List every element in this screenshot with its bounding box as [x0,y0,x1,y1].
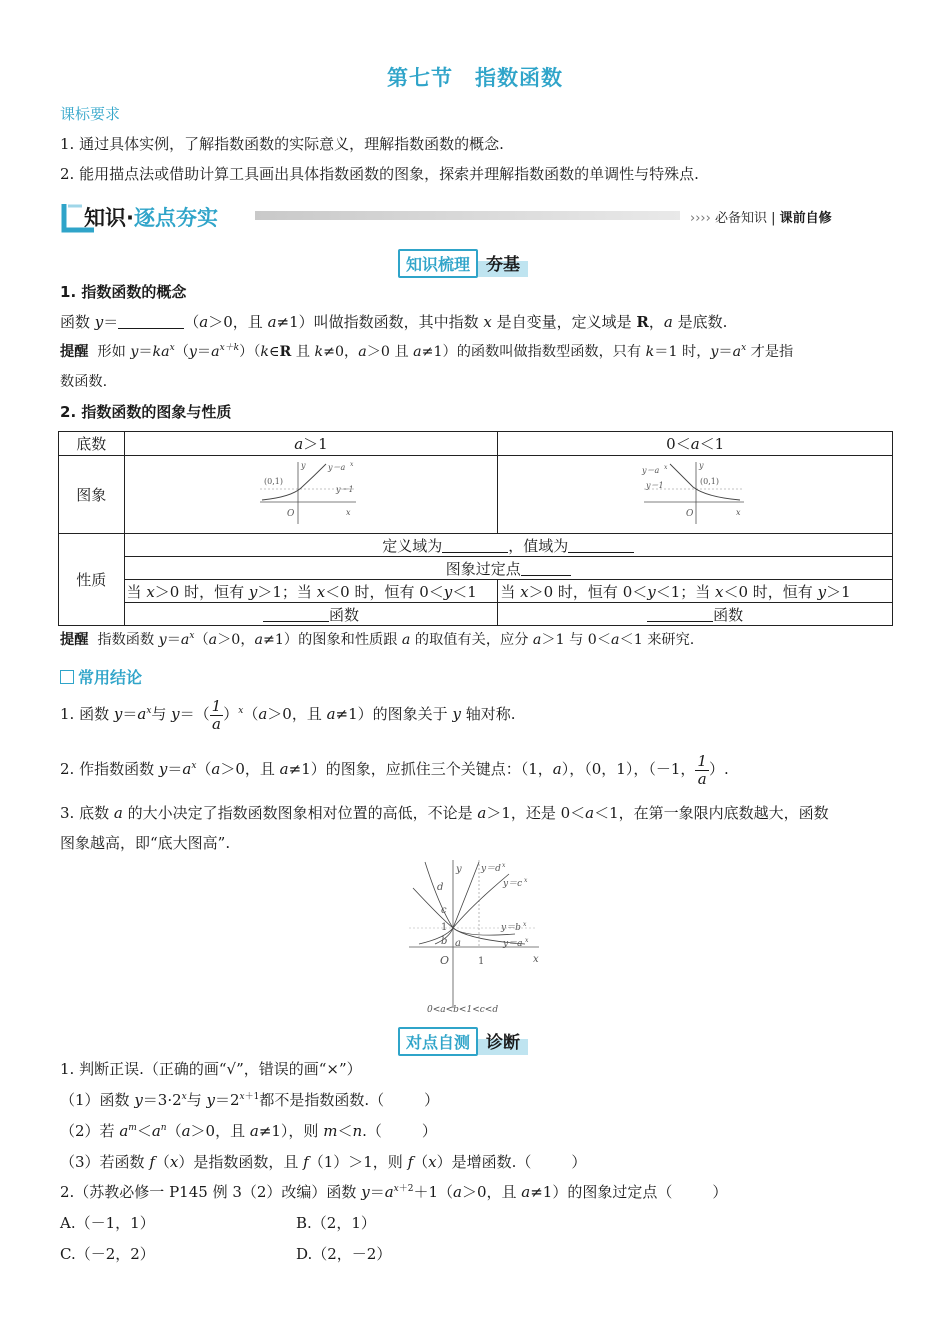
fig-curve-c: y＝c [503,879,523,889]
right-line-label: y＝1 [646,480,664,490]
row-graph-label: 图象 [59,456,125,534]
svg-text:x: x [502,862,506,869]
blank-domain[interactable] [442,538,508,553]
concept-definition: 函数 y＝ （a＞0，且 a≠1）叫做指数函数，其中指数 x 是自变量，定义域是 R，a 是底数. [60,313,728,331]
left-y-axis: y [300,460,306,470]
props-heading: 2. 指数函数的图象与性质 [60,403,232,421]
badge-tag: 对点自测 [398,1027,478,1056]
section-topic: 指数函数 [475,66,563,90]
exercise-1: 1. 判断正误.（正确的画“√”，错误的画“×”） [60,1060,362,1078]
fig-curve-b: y＝b [501,923,521,933]
row-props-label: 性质 [59,534,125,626]
knowledge-banner [60,200,250,234]
svg-text:x: x [525,937,529,944]
base-comparison-figure [405,858,545,1016]
graph-decreasing [498,456,893,534]
monotone-increasing: 函数 [124,603,498,626]
badge-word: 夯基 [478,248,528,277]
concept-heading: 1. 指数函数的概念 [60,283,187,301]
banner-word-knowledge: 知识 [84,206,126,230]
section-number: 第七节 [387,66,453,90]
blank-definition[interactable] [118,314,184,329]
fig-label-a: a [455,938,461,949]
badge-word: 诊断 [478,1026,528,1055]
banner-separator: | [771,211,776,226]
domain-range: 定义域为 ，值域为 [124,534,892,557]
option-d[interactable]: D.（2，－2） [296,1245,392,1263]
curriculum-heading: 课标要求 [60,105,121,123]
left-point-label: (0,1) [263,476,283,486]
conclusion-3: 3. 底数 a 的大小决定了指数函数图象相对位置的高低，不论是 a＞1，还是 0＜a＜1，在第一象限内底数越大，函数 [60,804,829,822]
svg-text:x: x [523,921,527,928]
right-point-label: (0,1) [700,476,720,486]
fixed-point: 图象过定点 [124,557,892,580]
left-origin: O [286,508,295,519]
blank-monotone-right[interactable] [647,607,713,622]
fig-x-axis: x [533,954,539,965]
fig-one-x: 1 [478,956,485,967]
tip-label: 提醒 [60,344,89,360]
cond-increasing: 当 x＞0 时，恒有 y＞1；当 x＜0 时，恒有 0＜y＜1 [124,580,498,603]
option-c[interactable]: C.（－2，2） [60,1245,155,1263]
concept-tip: 提醒 形如 $y=ka^x(y=a^{x+k})(k\in R$ 且 k≠0，a＞0 且 a≠1）的函数叫做指数型函数，只有 k＝1 时，$y=a^x$ 才是指 [60,343,794,360]
tip-label: 提醒 [60,632,89,648]
banner-right [690,207,832,226]
banner-arrows-icon: ›››› [690,211,711,226]
blank-range[interactable] [568,538,634,553]
option-b[interactable]: B.（2，1） [296,1214,376,1232]
props-tip: 提醒 指数函数 $y=a^x(a>0$，a≠1）的图象和性质跟 a 的取值有关，应分 a＞1 与 0＜a＜1 来研究. [60,631,695,648]
blank-fixed-point[interactable] [521,561,571,576]
banner-dot: · [126,206,134,230]
section-badge-basics [398,248,528,276]
right-curve-label: y＝a [642,465,660,475]
banner-preclass: 课前自修 [779,211,832,226]
banner-essential: 必备知识 [714,211,767,226]
right-y-axis: y [699,460,704,470]
fig-origin: O [440,954,450,967]
conclusion-3-line2: 图象越高，即“底大图高”. [60,834,231,852]
graph-increasing-svg [256,460,366,526]
page-title [0,62,950,92]
section-badge-diagnosis [398,1026,528,1054]
props-table [58,431,893,626]
square-icon [60,670,74,684]
header-base: 底数 [59,432,125,456]
fig-label-b: b [441,936,448,947]
conclusions-heading: 常用结论 [60,668,142,688]
conclusion-1: 1. 函数 $y=a^x$与 y＝（ $\frac{1}{a}$ ）$^x$（a＞0，且 a≠1）的图象关于 y 轴对称. [60,696,516,733]
left-line-label: y＝1 [335,484,354,494]
curriculum-item-1: 1. 通过具体实例，了解指数函数的实际意义，理解指数函数的概念. [60,135,504,153]
exercise-2: 2.（苏教必修一 P145 例 3（2）改编）函数 $y=a^{x+2}+1(a>0$，且 a≠1）的图象过定点（ ） [60,1183,728,1201]
fig-label-d: d [437,882,444,893]
left-curve-label: y＝a [327,462,346,472]
left-curve-sup: x [349,460,354,468]
right-x-axis: x [736,507,741,517]
fig-one-y: 1 [441,922,448,933]
left-x-axis: x [345,507,351,517]
graph-decreasing-svg [640,460,750,526]
right-curve-sup: x [664,463,668,471]
fig-curve-d: y＝d [481,864,501,874]
right-origin: O [686,508,694,519]
header-a-lt-1: 0＜a＜1 [498,432,893,456]
exercise-1-1: （1）函数 $y=3\cdot 2^x$与 $y=2^{x+1}$都不是指数函数.（ ） [60,1091,440,1109]
cond-decreasing: 当 x＞0 时，恒有 0＜y＜1；当 x＜0 时，恒有 y＞1 [498,580,893,603]
monotone-decreasing: 函数 [498,603,893,626]
concept-tip-line2: 数函数. [60,374,108,390]
header-a-gt-1: a＞1 [124,432,498,456]
banner-bar [255,211,680,220]
fig-label-c: c [441,905,447,916]
svg-text:x: x [524,877,528,884]
banner-word-solid: 逐点夯实 [133,206,218,230]
graph-increasing [124,456,498,534]
conclusion-2: 2. 作指数函数 $y=a^x(a>0$，且 a≠1）的图象，应抓住三个关键点：（1，a），（0，1），（－1， $\frac{1}{a}$ ）. [60,751,729,788]
option-a[interactable]: A.（－1，1） [60,1214,155,1232]
fig-y-axis: y [456,864,462,875]
badge-tag: 知识梳理 [398,249,478,278]
exercise-1-3: （3）若函数 f（x）是指数函数，且 f（1）＞1，则 f（x）是增函数.（ ） [60,1153,587,1171]
blank-monotone-left[interactable] [263,607,329,622]
exercise-1-2: （2）若 $a^m<a^n(a>0$，且 a≠1），则 m＜n.（ ） [60,1122,437,1140]
fig-curve-a: y＝a [503,939,523,949]
curriculum-item-2: 2. 能用描点法或借助计算工具画出具体指数函数的图象，探索并理解指数函数的单调性与特殊点. [60,165,699,183]
fig-caption: 0<a<b<1<c<d [427,1005,499,1015]
